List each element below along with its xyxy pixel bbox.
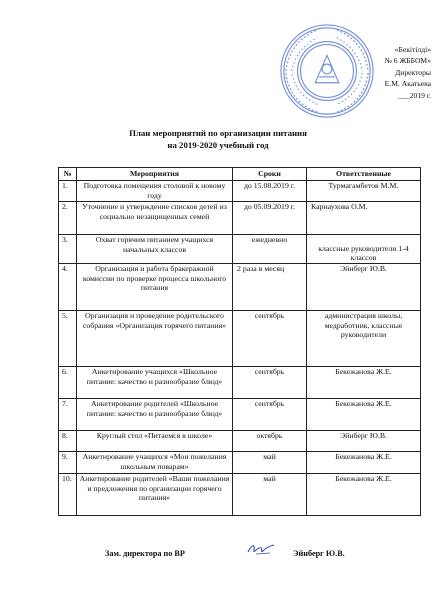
table-row [59, 202, 421, 235]
table-row [59, 235, 421, 264]
row-term: до 15.08.2019 г. [233, 181, 307, 202]
row-num: 3. [59, 235, 77, 264]
table-row [59, 264, 421, 311]
row-term: октябрь [233, 431, 307, 452]
row-term: до 05.09.2019 г. [233, 202, 307, 235]
row-term: 2 раза в месяц [233, 264, 307, 311]
table-header-row [59, 168, 421, 181]
approval-line-2: № 6 ЖББОМ» [384, 56, 431, 66]
row-responsible: администрация школы, медработник, классные руководители [307, 311, 421, 367]
header-term: Сроки [233, 168, 307, 181]
approval-block [331, 44, 431, 101]
table-row [59, 452, 421, 474]
header-num: № [59, 168, 77, 181]
row-num: 1. [59, 181, 77, 202]
row-term: сентябрь [233, 367, 307, 399]
events-table [58, 167, 421, 516]
row-responsible: Бекежанова Ж.Е. [307, 367, 421, 399]
row-responsible: Эйнберг Ю.В. [307, 431, 421, 452]
row-event: Анкетирование учащихся «Мои пожелания школьным поварам» [77, 452, 233, 474]
row-num: 9. [59, 452, 77, 474]
row-term: сентябрь [233, 311, 307, 367]
signatory-position: Зам. директора по ВР [105, 549, 185, 558]
row-event: Анкетирование родителей «Ваши пожелания и предложения по организации горячего питания» [77, 474, 233, 516]
header-event: Мероприятия [77, 168, 233, 181]
row-event: Организация и работа бракеражной комиссии по проверке процесса школьного питания [77, 264, 233, 311]
signature-icon [246, 540, 276, 558]
row-num: 10. [59, 474, 77, 516]
approval-line-4: Е.М. Акатьева [384, 79, 431, 89]
row-num: 7. [59, 399, 77, 431]
row-term: ежедневно [233, 235, 307, 264]
table-row [59, 367, 421, 399]
approval-line-1: «Бекітілді» [394, 45, 431, 54]
row-event: Уточнение и утверждение списков детей из социально незащищенных семей [77, 202, 233, 235]
document-title: План мероприятий по организации питания [129, 128, 307, 138]
table-row [59, 181, 421, 202]
row-responsible: Бекежанова Ж.Е. [307, 452, 421, 474]
row-responsible: Бекежанова Ж.Е. [307, 399, 421, 431]
table-row [59, 474, 421, 516]
signatory-name: Эйнберг Ю.В. [293, 549, 345, 558]
row-responsible: Турмагамбетов М.М. [307, 181, 421, 202]
approval-line-5: ___2019 г. [398, 90, 431, 100]
row-num: 4. [59, 264, 77, 311]
row-event: Анкетирование родителей «Школьное питание: качество и разнообразие блюд» [77, 399, 233, 431]
row-event: Анкетирование учащихся «Школьное питание: качество и разнообразие блюд» [77, 367, 233, 399]
table-row [59, 431, 421, 452]
row-responsible: классные руководители 1-4 классов [307, 235, 421, 264]
row-num: 8. [59, 431, 77, 452]
header-responsible: Ответственные [307, 168, 421, 181]
approval-line-3: Директоры [395, 67, 431, 77]
row-responsible: Эйнберг Ю.В. [307, 264, 421, 311]
row-event: Охват горячим питанием учащихся начальных классов [77, 235, 233, 264]
row-responsible: Бекежанова Ж.Е. [307, 474, 421, 516]
row-term: май [233, 474, 307, 516]
document-subtitle: на 2019-2020 учебный год [167, 140, 269, 150]
row-num: 6. [59, 367, 77, 399]
row-term: сентябрь [233, 399, 307, 431]
row-event: Подготовка помещения столовой к новому году [77, 181, 233, 202]
table-row [59, 311, 421, 367]
row-responsible: Карнаухова О.М. [307, 202, 421, 235]
row-term: май [233, 452, 307, 474]
row-num: 5. [59, 311, 77, 367]
row-num: 2. [59, 202, 77, 235]
row-event: Организация и проведение родительского собрания «Организация горячего питания» [77, 311, 233, 367]
row-event: Круглый стол «Питаемся в школе» [77, 431, 233, 452]
table-row [59, 399, 421, 431]
